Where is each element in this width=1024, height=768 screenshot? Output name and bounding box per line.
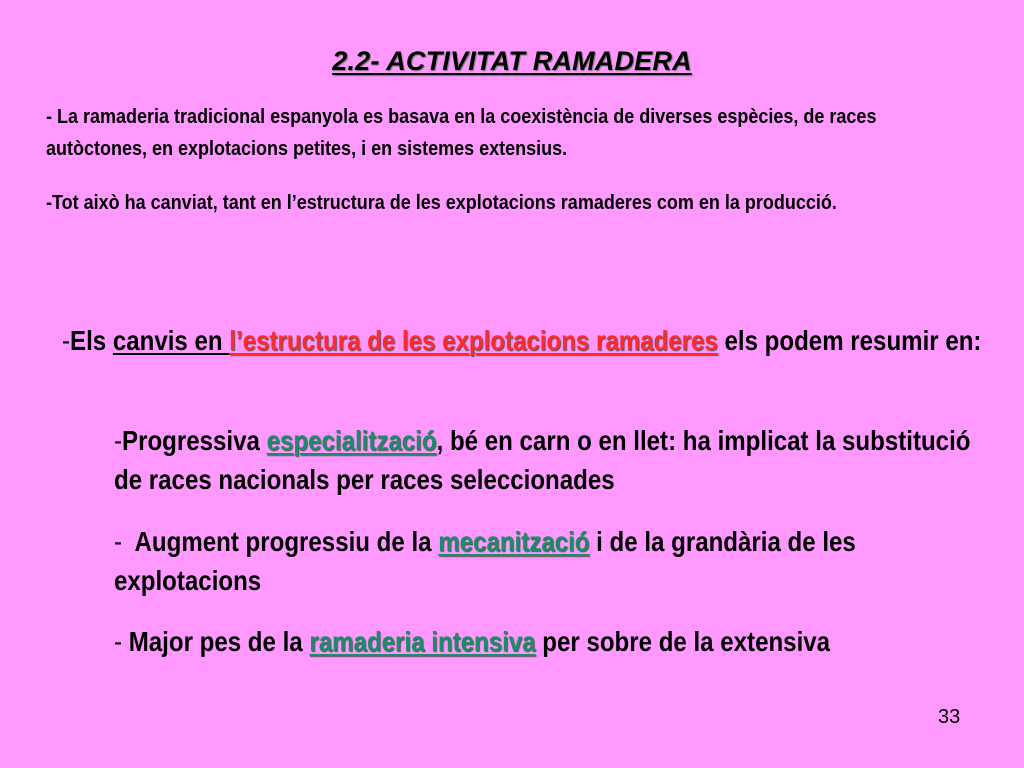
list-item-dash: - [114,425,123,456]
list-item-text-before: Major pes de la [122,626,310,657]
list-item-text-after: i de la grandària de les explotacions [114,526,856,596]
list-item-text-before: Progressiva [122,425,267,456]
list-item-highlight: ramaderia intensiva [309,626,536,657]
lead-text-underlined: canvis en [112,325,230,356]
list-item [114,421,991,499]
intro-paragraph-2: -Tot això ha canviat, tant en l’estructura de les explotacions ramaderes com en la producció. [46,192,837,214]
page-number: 33 [938,706,961,728]
list-item-text-after: , bé en carn o en llet: ha implicat la substitució de races nacionals per races seleccionades [114,425,971,495]
list-item-highlight: mecanització [438,526,590,557]
lead-text-2: els podem resumir en: [717,325,982,356]
lead-text-1: Els [70,325,113,356]
slide-title: 2.2- ACTIVITAT RAMADERA [332,46,692,76]
lead-highlight: l’estructura de les explotacions ramaderes [229,325,718,356]
list-item [114,622,1000,661]
list-item-dash: - [114,626,123,657]
list-item-highlight: especialització [266,425,437,456]
list-item-text-after: per sobre de la extensiva [535,626,831,657]
lead-dash: - [62,325,71,356]
lead-paragraph [62,321,991,360]
intro-paragraph-1: - La ramaderia tradicional espanyola es basava en la coexistència de diverses espècies, de races autòctones, en explotacions petites, i en sistemes extensius. [46,106,877,160]
list-item-dash: - [114,526,123,557]
list-item [114,522,1000,600]
list-item-text-before: Augment progressiu de la [122,526,439,557]
